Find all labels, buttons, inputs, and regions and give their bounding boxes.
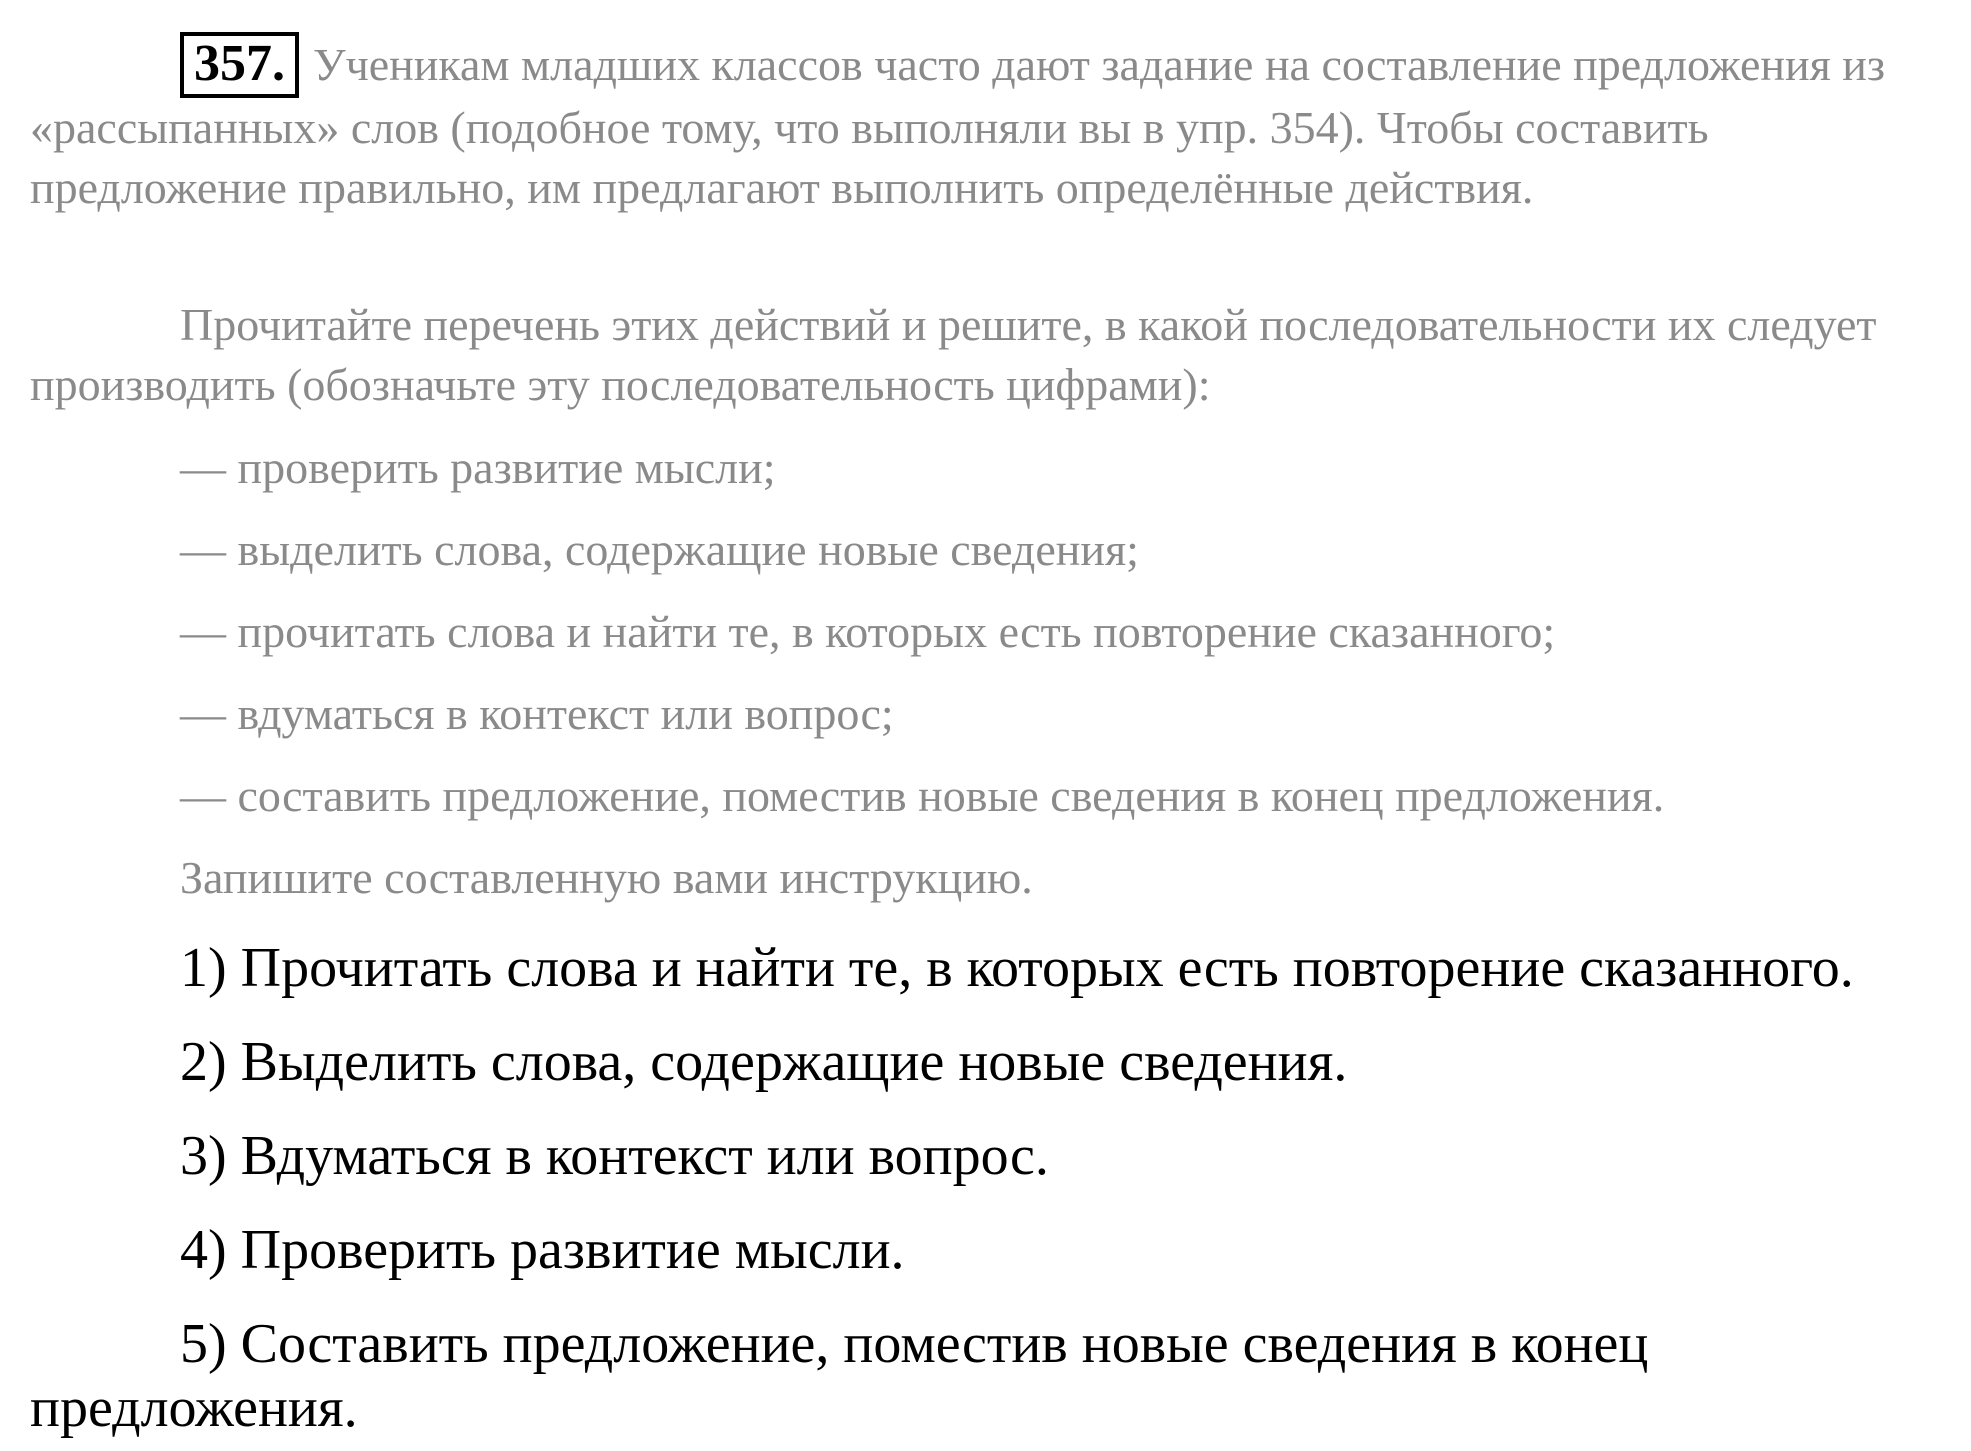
exercise-question: Прочитайте перечень этих действий и решите, в какой последовательности их следует производить (обозначьте эту последовательность цифрами): <box>30 299 1877 410</box>
option-item: — составить предложение, поместив новые сведения в конец предложения. <box>180 770 1665 821</box>
exercise-intro-text: Ученикам младших классов часто дают задание на составление предложения из «рассыпанных» слов (подобное тому, что выполняли вы в упр. 354). Чтобы составить предложение правильно, им предлагают выполнить определённые действия. <box>30 39 1886 213</box>
option-item: — проверить развитие мысли; <box>180 442 776 493</box>
answer-item: 5) Составить предложение, поместив новые сведения в конец предложения. <box>30 1313 1649 1439</box>
answer-item: 3) Вдуматься в контекст или вопрос. <box>180 1125 1049 1187</box>
option-item: — выделить слова, содержащие новые сведения; <box>180 524 1139 575</box>
option-item: — вдуматься в контекст или вопрос; <box>180 688 894 739</box>
answer-item: 2) Выделить слова, содержащие новые сведения. <box>180 1031 1348 1093</box>
answer-item: 1) Прочитать слова и найти те, в которых есть повторение сказанного. <box>180 937 1854 999</box>
exercise-instruction: Запишите составленную вами инструкцию. <box>180 852 1033 903</box>
exercise-intro <box>30 32 1930 218</box>
exercise-number: 357. <box>180 32 299 98</box>
option-item: — прочитать слова и найти те, в которых есть повторение сказанного; <box>180 606 1556 657</box>
answer-item: 4) Проверить развитие мысли. <box>180 1219 905 1281</box>
